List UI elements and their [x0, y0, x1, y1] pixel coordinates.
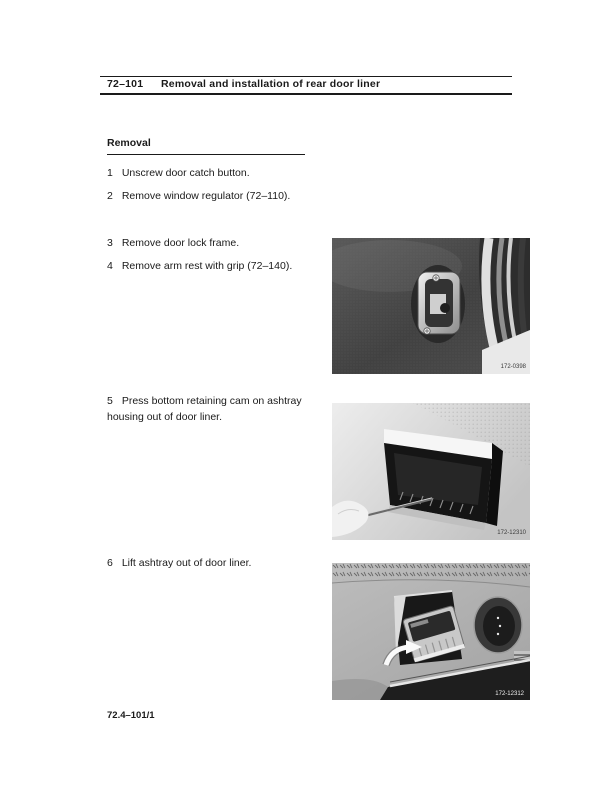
figure-3-caption: 172-12312: [495, 691, 524, 697]
step-1-number: 1: [107, 167, 113, 179]
step-1-text: Unscrew door catch button.: [121, 167, 250, 179]
figure-ashtray-removed: [332, 563, 530, 700]
step-6-number: 6: [107, 557, 113, 569]
figure-1-caption: 172-0398: [500, 364, 526, 370]
step-2-text: Remove window regulator (72–110).: [121, 190, 291, 202]
figure-2-image: [332, 403, 530, 540]
step-6: [107, 556, 339, 572]
section-code: 72–101: [107, 78, 144, 90]
step-2-number: 2: [107, 190, 113, 202]
header-rule-bottom: [100, 93, 512, 95]
step-3-text: Remove door lock frame.: [121, 237, 240, 249]
step-5-number: 5: [107, 395, 113, 407]
lock-frame: [411, 265, 465, 343]
header-rule-top: [100, 76, 512, 77]
step-6-text: Lift ashtray out of door liner.: [121, 557, 252, 569]
step-5-text: Press bottom retaining cam on ashtray housing out of door liner.: [107, 395, 302, 423]
speaker-recess: [474, 597, 522, 653]
step-2: [107, 189, 339, 205]
figure-3-image: [332, 563, 530, 700]
step-3: [107, 236, 339, 252]
step-4: [107, 259, 339, 275]
step-3-number: 3: [107, 237, 113, 249]
step-4-number: 4: [107, 260, 113, 272]
step-5: [107, 394, 335, 426]
page-reference: 72.4–101/1: [107, 710, 155, 721]
page-title: Removal and installation of rear door liner: [161, 78, 381, 90]
figure-2-caption: 172-12310: [497, 530, 526, 536]
removal-heading: Removal: [107, 137, 151, 149]
step-4-text: Remove arm rest with grip (72–140).: [121, 260, 293, 272]
figure-door-lock-frame: [332, 238, 530, 374]
removal-heading-rule: [107, 154, 305, 155]
figure-1-image: [332, 238, 530, 374]
step-1: [107, 166, 339, 182]
figure-ashtray-housing: [332, 403, 530, 540]
